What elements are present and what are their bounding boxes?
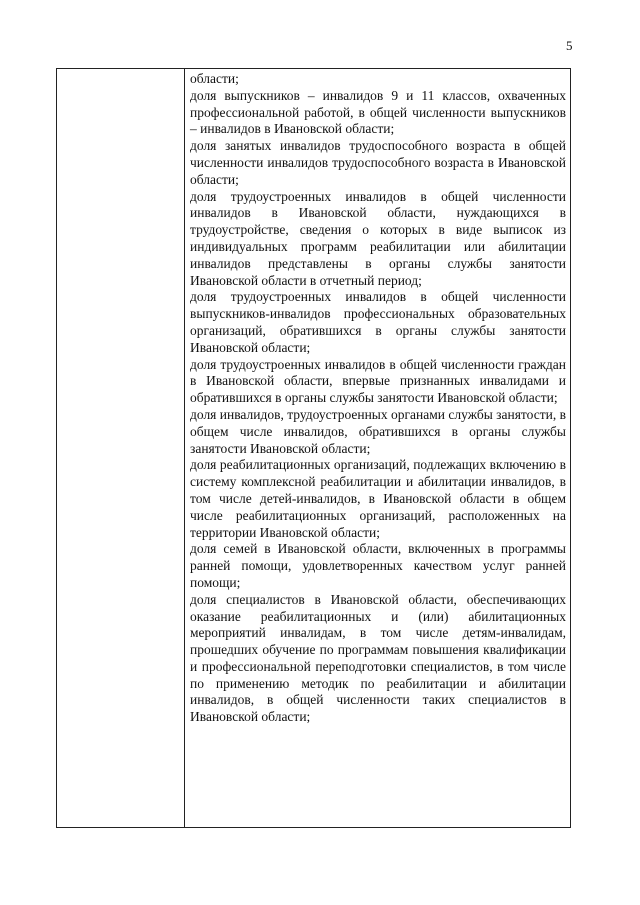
page-number: 5 (566, 38, 573, 53)
column-divider (184, 69, 185, 827)
indicator-paragraph: доля трудоустроенных инвалидов в общей численности выпускников-инвалидов профессиональных образовательных организаций, обратившихся в органы службы занятости Ивановской области; (190, 289, 566, 355)
indicator-paragraph: доля реабилитационных организаций, подлежащих включению в систему комплексной реабилитации и абилитации инвалидов, в том числе детей-инвалидов, в Ивановской области в общем числе реабилитационных организаций, расположенных на территории Ивановской области; (190, 457, 566, 540)
indicator-paragraph: доля специалистов в Ивановской области, обеспечивающих оказание реабилитационных и (или) абилитационных мероприятий инвалидам, в том числе детям-инвалидам, прошедших обучение по программам повышения квалификации и профессиональной переподготовки специалистов, в том числе по применению методик по реабилитации и абилитации инвалидов, в общей численности таких специалистов в Ивановской области; (190, 591, 566, 725)
indicator-paragraph: доля инвалидов, трудоустроенных органами службы занятости, в общем числе инвалидов, обратившихся в органы службы занятости Ивановской области; (190, 406, 566, 456)
indicator-paragraph: области; (190, 71, 239, 86)
indicator-paragraph: доля занятых инвалидов трудоспособного возраста в общей численности инвалидов трудоспособного возраста в Ивановской области; (190, 138, 566, 187)
table-left-cell (57, 69, 184, 827)
indicator-paragraph: доля трудоустроенных инвалидов в общей численности граждан в Ивановской области, впервые признанных инвалидами и обратившихся в органы службы занятости Ивановской области; (190, 356, 566, 406)
table-right-cell (190, 71, 566, 726)
indicator-paragraph: доля трудоустроенных инвалидов в общей численности инвалидов в Ивановской области, нуждающихся в трудоустройстве, сведения о которых в виде выписок из индивидуальных программ реабилитации или абилитации инвалидов представлены в органы службы занятости Ивановской области в отчетный период; (190, 188, 566, 288)
document-table (56, 68, 571, 828)
indicator-paragraph: доля выпускников – инвалидов 9 и 11 классов, охваченных профессиональной работой, в общей численности выпускников – инвалидов в Ивановской области; (190, 87, 566, 137)
indicator-paragraph: доля семей в Ивановской области, включенных в программы ранней помощи, удовлетворенных качеством услуг ранней помощи; (190, 541, 566, 590)
